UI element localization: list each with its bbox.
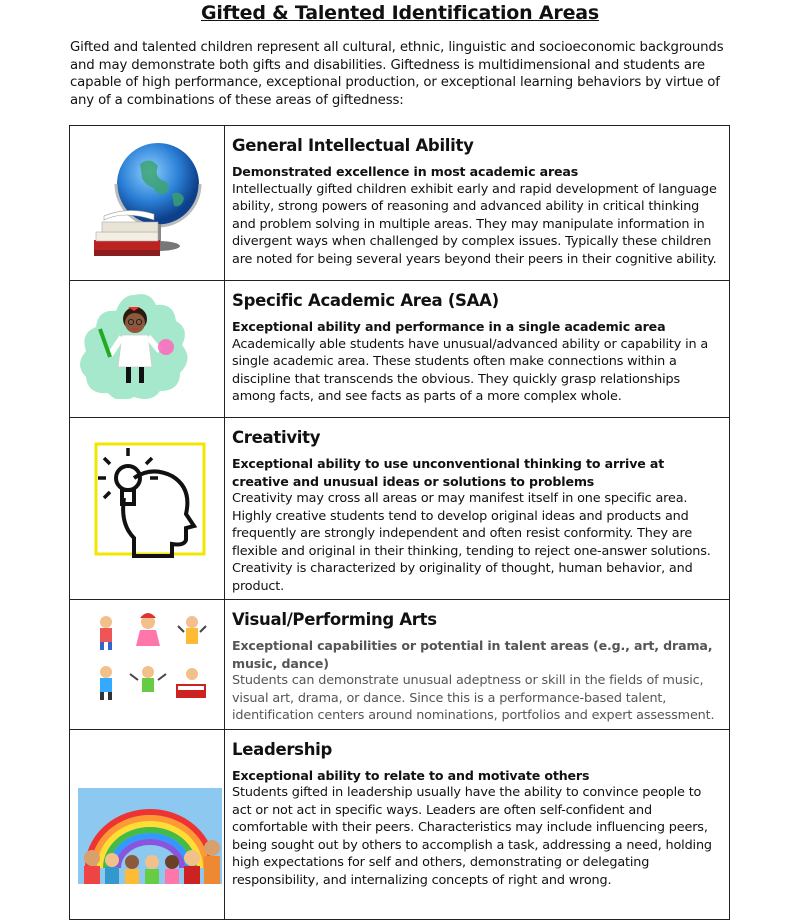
area-row	[70, 281, 730, 418]
area-subtitle: Demonstrated excellence in most academic areas	[232, 164, 579, 179]
scientist-girl-icon	[78, 289, 190, 399]
area-subtitle: Exceptional ability and performance in a single academic area	[232, 319, 666, 334]
area-description: Students gifted in leadership usually have the ability to convince people to act or not act in specific ways. Leaders are often self-confident and comfortable with their peers. Characteristics may include influencing peers, being sought out by others to accomplish a task, addressing a need, holding high expectations for self and others, demonstrating or delegating responsibility, and internalizing concepts of right and wrong.	[232, 785, 712, 888]
area-subtitle: Exceptional capabilities or potential in talent areas (e.g., art, drama, music, dance)	[232, 638, 713, 671]
area-title: Creativity	[232, 428, 321, 447]
area-title: Specific Academic Area (SAA)	[232, 291, 499, 310]
head-lightbulb-icon	[94, 442, 206, 558]
area-text-cell	[225, 600, 730, 730]
area-description: Students can demonstrate unusual adeptness or skill in the fields of music, visual art, drama, or dance. Since this is a performance-based talent, identification centers around nominations, portfolios and expert assessment.	[232, 673, 715, 723]
area-description: Creativity may cross all areas or may manifest itself in one specific area. Highly creative students tend to develop original ideas and products and frequently are strongly independent and often resist conformity. They are flexible and original in their thinking, tending to reject one-answer solutions. Creativity is characterized by originality of thought, human behavior, and product.	[232, 491, 711, 594]
area-description: Intellectually gifted children exhibit early and rapid development of language ability, strong powers of reasoning and advanced ability in critical thinking and problem solving in multiple areas. They may manipulate information in divergent ways when challenged by complex issues. Typically these children are noted for being several years beyond their peers in their cognitive ability.	[232, 181, 717, 267]
area-title: Leadership	[232, 739, 333, 759]
area-text-cell	[225, 126, 730, 281]
area-image-cell	[70, 281, 225, 418]
area-text-cell	[225, 729, 730, 919]
area-row	[70, 418, 730, 600]
area-image-cell	[70, 729, 225, 919]
area-title: Visual/Performing Arts	[232, 610, 437, 629]
area-row	[70, 126, 730, 281]
area-row	[70, 600, 730, 730]
performing-kids-icon	[92, 610, 210, 710]
area-text-cell	[225, 281, 730, 418]
area-description: Academically able students have unusual/advanced ability or capability in a single academic area. These students often make connections within a discipline that transcends the obvious. They quickly grasp relationships among facts, and see facts as parts of a more complex whole.	[232, 336, 709, 404]
area-subtitle: Exceptional ability to use unconventional thinking to arrive at creative and unusual ideas or solutions to problems	[232, 456, 665, 489]
area-image-cell	[70, 418, 225, 600]
page-title: Gifted & Talented Identification Areas	[200, 2, 599, 24]
area-image-cell	[70, 600, 225, 730]
globe-and-books-icon	[92, 134, 204, 264]
area-title: General Intellectual Ability	[232, 136, 474, 155]
areas-table	[69, 125, 730, 920]
area-subtitle: Exceptional ability to relate to and motivate others	[232, 767, 590, 783]
rainbow-children-icon	[78, 788, 222, 884]
area-image-cell	[70, 126, 225, 281]
area-row	[70, 729, 730, 919]
intro-paragraph: Gifted and talented children represent all cultural, ethnic, linguistic and socioeconomic backgrounds and may demonstrate both gifts and disabilities. Giftedness is multidimensional and students are capable of high performance, exceptional production, or exceptional learning behaviors by virtue of any of a combinations of these areas of giftedness:	[70, 40, 724, 108]
area-text-cell	[225, 418, 730, 600]
